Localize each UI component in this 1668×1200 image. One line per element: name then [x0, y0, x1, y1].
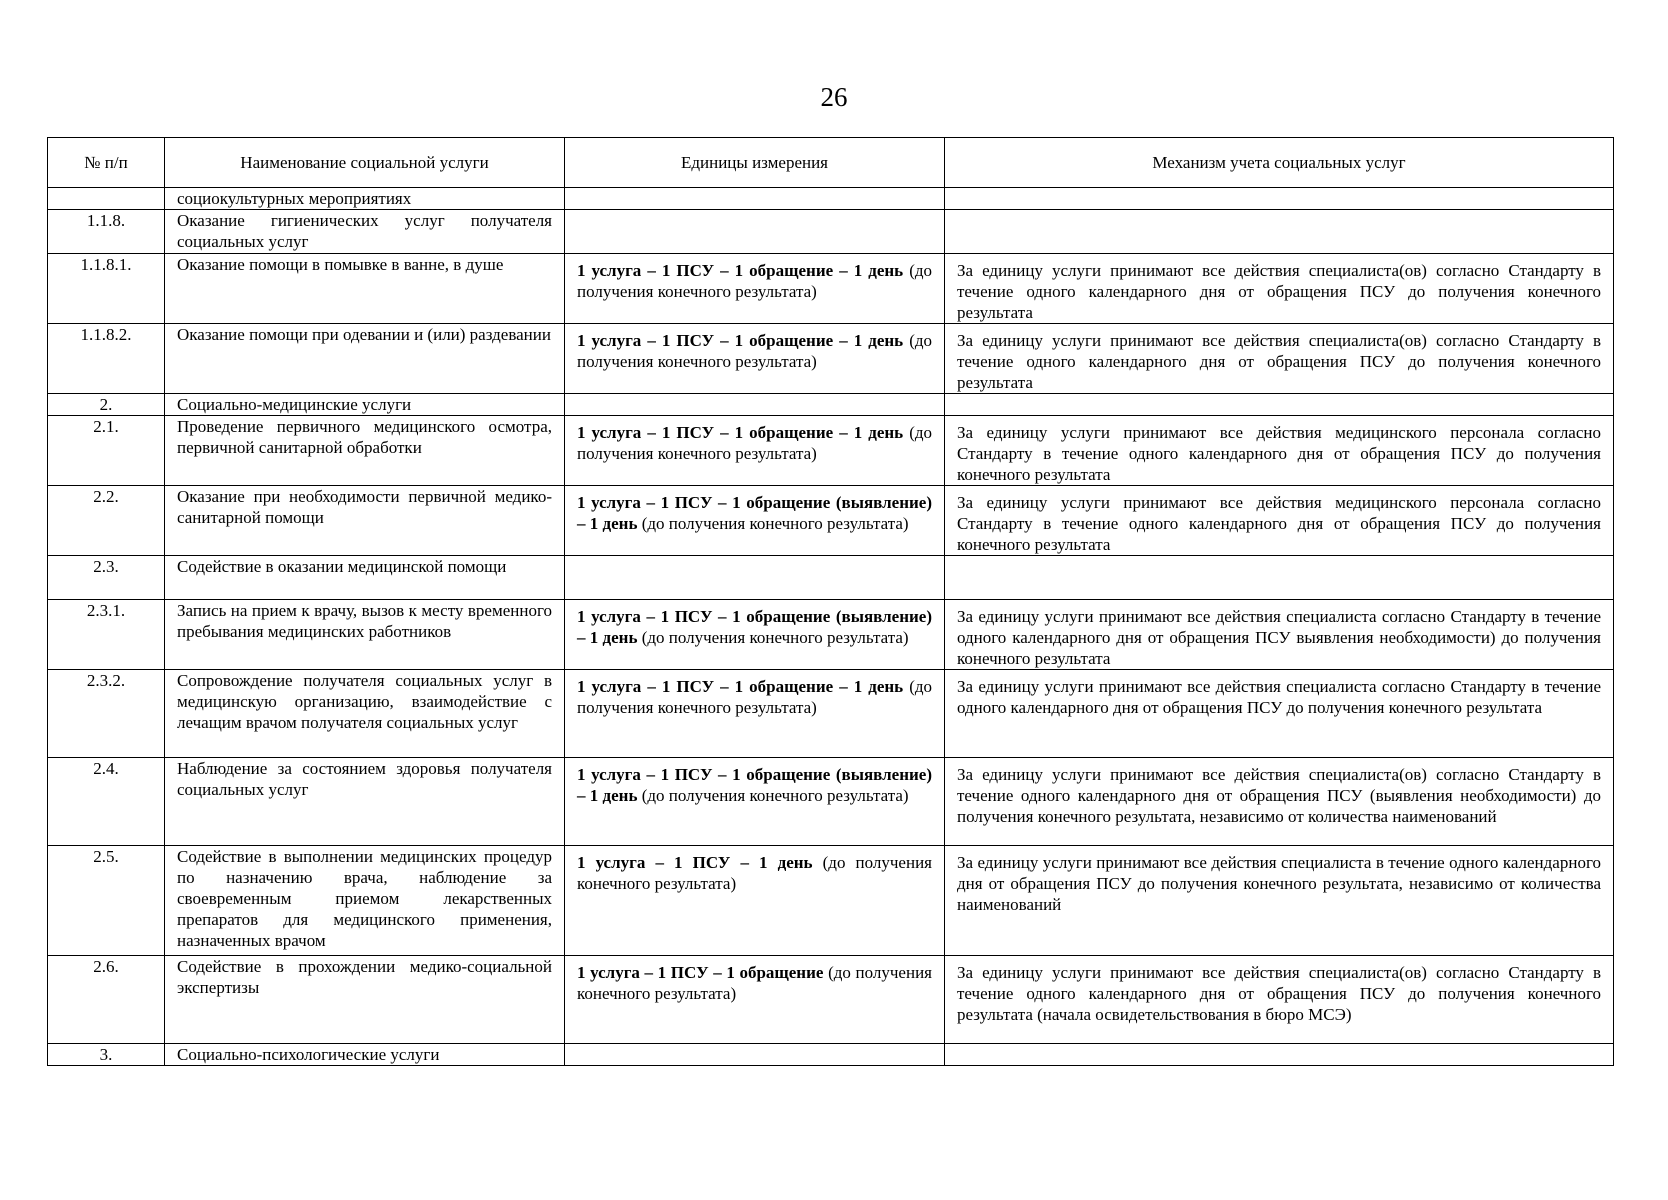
- table-row: [48, 324, 1614, 394]
- cell-mechanism: [945, 556, 1614, 600]
- cell-num: 2.3.2.: [48, 670, 165, 758]
- cell-num: 2.3.1.: [48, 600, 165, 670]
- mechanism-text: За единицу услуги принимают все действия специалиста(ов) согласно Стандарту в течение одного календарного дня от обращения ПСУ до получения конечного результата: [957, 261, 1601, 322]
- unit-bold-text: 1 услуга – 1 ПСУ – 1 обращение (выявление) – 1 день: [577, 765, 932, 805]
- mechanism-text: [957, 556, 1601, 562]
- cell-service-name: Оказание при необходимости первичной медико-санитарной помощи: [165, 486, 565, 556]
- unit-rest-text: (до получения конечного результата): [637, 786, 909, 805]
- cell-num: 1.1.8.2.: [48, 324, 165, 394]
- mechanism-text: За единицу услуги принимают все действия медицинского персонала согласно Стандарту в течение одного календарного дня от обращения ПСУ до получения конечного результата: [957, 423, 1601, 484]
- cell-num: 2.3.: [48, 556, 165, 600]
- table-row: [48, 670, 1614, 758]
- cell-num: 2.5.: [48, 846, 165, 956]
- unit-rest-text: (до получения конечного результата): [577, 677, 933, 717]
- cell-mechanism: [945, 324, 1614, 394]
- cell-num: 2.6.: [48, 956, 165, 1044]
- unit-rest-text: (до получения конечного результата): [577, 331, 933, 371]
- unit-bold-text: 1 услуга – 1 ПСУ – 1 обращение – 1 день: [577, 423, 904, 442]
- cell-service-name: Содействие в выполнении медицинских процедур по назначению врача, наблюдение за своевременным приемом лекарственных препаратов для медицинского применения, назначенных врачом: [165, 846, 565, 956]
- mechanism-text: За единицу услуги принимают все действия специалиста(ов) согласно Стандарту в течение одного календарного дня от обращения ПСУ (выявления необходимости) до получения конечного результата, независимо от количества наименований: [957, 765, 1601, 826]
- cell-mechanism: [945, 846, 1614, 956]
- unit-rest-text: (до получения конечного результата): [577, 853, 932, 893]
- header-unit: Единицы измерения: [565, 138, 945, 188]
- cell-service-name: социокультурных мероприятиях: [165, 188, 565, 210]
- cell-mechanism: [945, 670, 1614, 758]
- table-row: [48, 254, 1614, 324]
- cell-service-name: Наблюдение за состоянием здоровья получателя социальных услуг: [165, 758, 565, 846]
- cell-mechanism: [945, 600, 1614, 670]
- header-num: № п/п: [48, 138, 165, 188]
- unit-bold-text: 1 услуга – 1 ПСУ – 1 день: [577, 853, 813, 872]
- unit-bold-text: 1 услуга – 1 ПСУ – 1 обращение – 1 день: [577, 261, 904, 280]
- cell-service-name: Социально-медицинские услуги: [165, 394, 565, 416]
- unit-rest-text: (до получения конечного результата): [577, 963, 932, 1003]
- cell-mechanism: [945, 956, 1614, 1044]
- mechanism-text: [957, 394, 1601, 400]
- mechanism-text: [957, 188, 1601, 194]
- cell-service-name: Сопровождение получателя социальных услуг в медицинскую организацию, взаимодействие с лечащим врачом получателя социальных услуг: [165, 670, 565, 758]
- header-name: Наименование социальной услуги: [165, 138, 565, 188]
- cell-num: 2.4.: [48, 758, 165, 846]
- mechanism-text: За единицу услуги принимают все действия специалиста согласно Стандарту в течение одного календарного дня от обращения ПСУ до получения конечного результата: [957, 677, 1601, 717]
- mechanism-text: За единицу услуги принимают все действия специалиста(ов) согласно Стандарту в течение одного календарного дня от обращения ПСУ до получения конечного результата (начала освидетельствования в бюро МСЭ): [957, 963, 1601, 1024]
- cell-service-name: Запись на прием к врачу, вызов к месту временного пребывания медицинских работников: [165, 600, 565, 670]
- cell-mechanism: [945, 758, 1614, 846]
- cell-unit: [565, 556, 945, 600]
- cell-mechanism: [945, 188, 1614, 210]
- cell-num: 2.: [48, 394, 165, 416]
- table-row: [48, 956, 1614, 1044]
- unit-bold-text: 1 услуга – 1 ПСУ – 1 обращение: [577, 963, 824, 982]
- cell-unit: [565, 416, 945, 486]
- cell-service-name: Оказание помощи при одевании и (или) раздевании: [165, 324, 565, 394]
- cell-unit: [565, 600, 945, 670]
- mechanism-text: За единицу услуги принимают все действия медицинского персонала согласно Стандарту в течение одного календарного дня от обращения ПСУ до получения конечного результата: [957, 493, 1601, 554]
- table-row: [48, 556, 1614, 600]
- unit-bold-text: 1 услуга – 1 ПСУ – 1 обращение – 1 день: [577, 677, 904, 696]
- table-row: [48, 600, 1614, 670]
- cell-mechanism: [945, 210, 1614, 254]
- unit-bold-text: 1 услуга – 1 ПСУ – 1 обращение – 1 день: [577, 331, 904, 350]
- cell-unit: [565, 758, 945, 846]
- table-row: [48, 210, 1614, 254]
- cell-num: 1.1.8.: [48, 210, 165, 254]
- cell-unit: [565, 956, 945, 1044]
- unit-bold-text: 1 услуга – 1 ПСУ – 1 обращение (выявление) – 1 день: [577, 607, 932, 647]
- cell-unit: [565, 670, 945, 758]
- cell-unit: [565, 210, 945, 254]
- table-row: [48, 846, 1614, 956]
- mechanism-text: За единицу услуги принимают все действия специалиста согласно Стандарту в течение одного календарного дня от обращения ПСУ выявления необходимости) до получения конечного результата: [957, 607, 1601, 668]
- cell-mechanism: [945, 394, 1614, 416]
- cell-num: 2.1.: [48, 416, 165, 486]
- cell-unit: [565, 188, 945, 210]
- unit-rest-text: (до получения конечного результата): [577, 261, 933, 301]
- cell-unit: [565, 486, 945, 556]
- mechanism-text: [957, 1044, 1601, 1050]
- table-row: [48, 758, 1614, 846]
- mechanism-text: За единицу услуги принимают все действия специалиста в течение одного календарного дня от обращения ПСУ до получения конечного результата, независимо от количества наименований: [957, 853, 1601, 914]
- cell-unit: [565, 324, 945, 394]
- cell-unit: [565, 394, 945, 416]
- table-row: [48, 486, 1614, 556]
- unit-rest-text: (до получения конечного результата): [577, 423, 933, 463]
- cell-unit: [565, 1044, 945, 1066]
- cell-num: [48, 188, 165, 210]
- cell-mechanism: [945, 1044, 1614, 1066]
- mechanism-text: [957, 210, 1601, 216]
- cell-service-name: Оказание помощи в помывке в ванне, в душе: [165, 254, 565, 324]
- cell-service-name: Оказание гигиенических услуг получателя социальных услуг: [165, 210, 565, 254]
- page-number: 26: [820, 82, 848, 112]
- table-row: [48, 1044, 1614, 1066]
- unit-rest-text: (до получения конечного результата): [637, 514, 909, 533]
- cell-num: 1.1.8.1.: [48, 254, 165, 324]
- unit-bold-text: 1 услуга – 1 ПСУ – 1 обращение (выявление) – 1 день: [577, 493, 932, 533]
- mechanism-text: За единицу услуги принимают все действия специалиста(ов) согласно Стандарту в течение одного календарного дня от обращения ПСУ до получения конечного результата: [957, 331, 1601, 392]
- cell-unit: [565, 254, 945, 324]
- table-header-row: [48, 138, 1614, 188]
- cell-mechanism: [945, 416, 1614, 486]
- unit-rest-text: (до получения конечного результата): [637, 628, 909, 647]
- cell-num: 3.: [48, 1044, 165, 1066]
- cell-service-name: Проведение первичного медицинского осмотра, первичной санитарной обработки: [165, 416, 565, 486]
- cell-service-name: Содействие в оказании медицинской помощи: [165, 556, 565, 600]
- cell-num: 2.2.: [48, 486, 165, 556]
- table-row: [48, 188, 1614, 210]
- cell-service-name: Содействие в прохождении медико-социальной экспертизы: [165, 956, 565, 1044]
- services-table: [47, 137, 1614, 1066]
- cell-unit: [565, 846, 945, 956]
- cell-mechanism: [945, 486, 1614, 556]
- cell-service-name: Социально-психологические услуги: [165, 1044, 565, 1066]
- table-row: [48, 394, 1614, 416]
- cell-mechanism: [945, 254, 1614, 324]
- table-row: [48, 416, 1614, 486]
- header-mechanism: Механизм учета социальных услуг: [945, 138, 1614, 188]
